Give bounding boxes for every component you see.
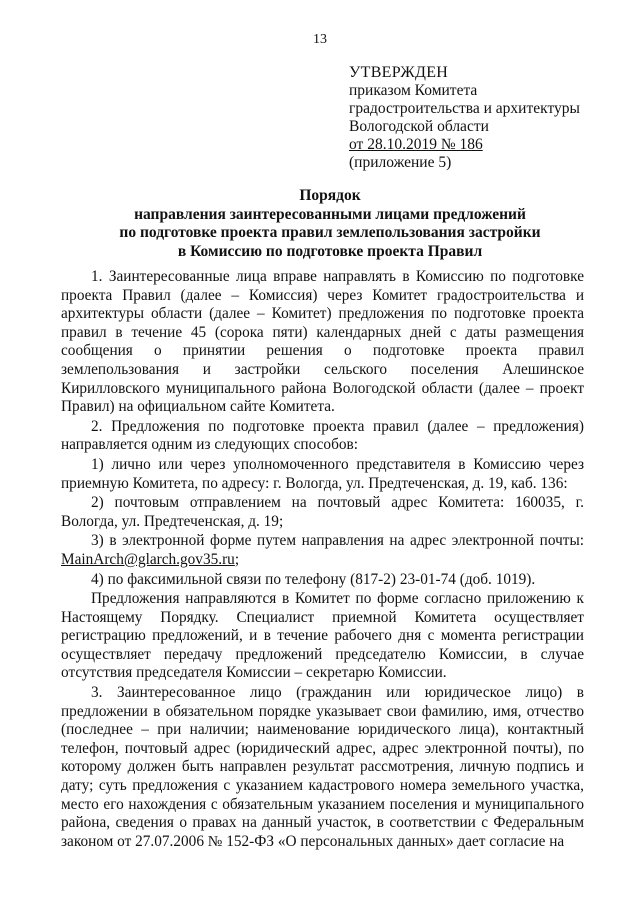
heading-line-2: направления заинтересованными лицами предложений [134, 205, 526, 223]
paragraph-1: 1. Заинтересованные лица вправе направлять в Комиссию по подготовке проекта Правил (далее – Комиссия) через Комитет градостроительства и архитектуры области (далее – Комитет) предложения по подготовке проекта правил в течение 45 (сорока пяти) календарных дней с даты размещения сообщения о принятии решения о подготовке проекта правил землепользования и застройки сельского поселения Алешинское Кирилловского муниципального района Вологодской области (далее – проект Правил) на официальном сайте Комитета. [61, 268, 584, 416]
document-body [61, 268, 584, 851]
heading-line-1: Порядок [299, 187, 361, 204]
approval-line-3: Вологодской области [349, 118, 489, 135]
page-number: 13 [313, 32, 327, 47]
paragraph-2-item-2: 2) почтовым отправлением на почтовый адрес Комитета: 160035, г. Вологда, ул. Предтеченская, д. 19; [61, 494, 584, 530]
document-heading [80, 187, 580, 261]
approval-appendix: (приложение 5) [349, 154, 452, 171]
paragraph-2: 2. Предложения по подготовке проекта правил (далее – предложения) направляется одним из следующих способов: [61, 417, 584, 454]
approval-block [349, 64, 580, 172]
item-3-text: 3) в электронной форме путем направления на адрес электронной почты: [91, 532, 584, 550]
heading-line-3: по подготовке проекта правил землепользования застройки [119, 224, 541, 241]
item-3-end: ; [234, 550, 240, 568]
paragraph-2-item-4: 4) по факсимильной связи по телефону (817-2) 23-01-74 (доб. 1019). [91, 570, 536, 588]
approval-line-1: приказом Комитета [349, 82, 478, 99]
paragraph-2-item-1: 1) лично или через уполномоченного представителя в Комиссию через приемную Комитета, по адресу: г. Вологда, ул. Предтеченская, д. 19, каб. 136: [61, 455, 584, 492]
paragraph-3: 3. Заинтересованное лицо (гражданин или юридическое лицо) в предложении в обязательном порядке указывает свои фамилию, имя, отчество (последнее – при наличии; наименование юридического лица), контактный телефон, почтовый адрес (юридический адрес, адрес электронной почты), по которому должен быть направлен результат рассмотрения, личную подпись и дату; суть предложения с указанием кадастрового номера земельного участка, место его нахождения с обязательным указанием поселения и муниципального района, сведения о правах на данный участок, в соответствии с Федеральным законом от 27.07.2006 № 152-ФЗ «О персональных данных» дает согласие на [61, 684, 584, 850]
paragraph-2-note: Предложения направляются в Комитет по форме согласно приложению к Настоящему Порядку. Специалист приемной Комитета осуществляет регистрацию предложений, и в течение рабочего дня с момента регистрации осуществляет передачу предложений председателю Комиссии, в случае отсутствия председателя Комиссии – секретарю Комиссии. [61, 590, 584, 682]
email-link[interactable]: MainArch@glarch.gov35.ru [61, 550, 235, 568]
approval-title: УТВЕРЖДЕН [349, 64, 449, 81]
approval-line-2: градостроительства и архитектуры [349, 100, 580, 117]
approval-date: от 28.10.2019 № 186 [349, 136, 483, 153]
paragraph-2-item-3 [61, 532, 584, 569]
heading-line-4: в Комиссию по подготовке проекта Правил [177, 242, 483, 260]
